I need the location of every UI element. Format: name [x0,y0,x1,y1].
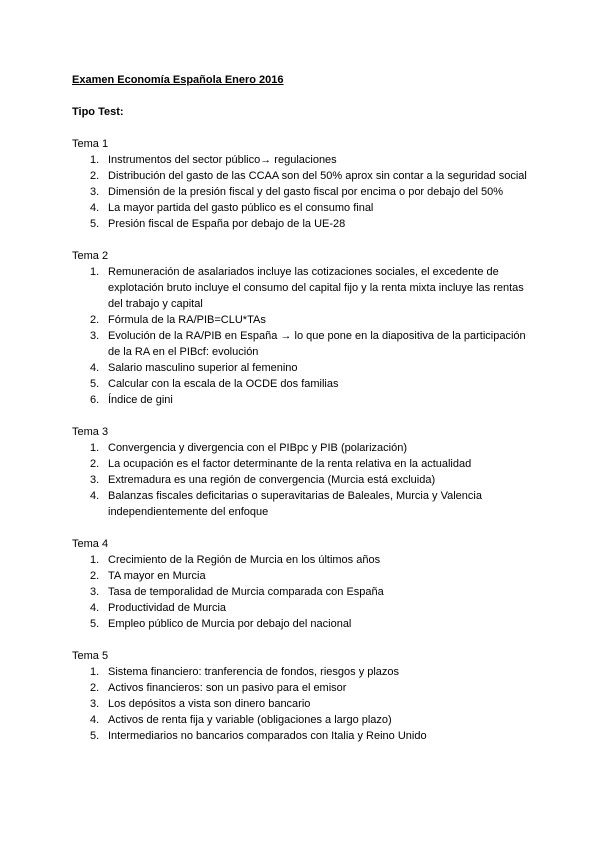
document-subtitle: Tipo Test: [72,106,124,118]
list-item-text: Crecimiento de la Región de Murcia en los últimos años [108,554,381,566]
list-item-number: 2. [90,458,100,470]
tema-question-list [72,664,528,744]
list-item-number: 5. [90,730,100,742]
list-item-text: Fórmula de la RA/PIB=CLU*TAs [108,314,266,326]
tema-question-list [72,152,528,232]
list-item-text: Los depósitos a vista son dinero bancario [108,698,311,710]
document-title: Examen Economía Española Enero 2016 [72,74,284,86]
list-item-text: Extremadura es una región de convergencia (Murcia está excluida) [108,474,436,486]
list-item-text: Instrumentos del sector público→ regulaciones [108,154,337,166]
list-item-number: 2. [90,682,100,694]
list-item-text: Remuneración de asalariados incluye las cotizaciones sociales, el excedente de explotación bruto incluye el consumo del capital fijo y la renta mixta incluye las rentas del trabajo y capital [108,266,524,310]
list-item-number: 4. [90,362,100,374]
list-item [72,696,528,712]
list-item-number: 2. [90,314,100,326]
list-item-number: 3. [90,330,100,342]
list-item-number: 3. [90,474,100,486]
list-item-text: Tasa de temporalidad de Murcia comparada con España [108,586,384,598]
list-item [72,184,528,200]
list-item [72,264,528,312]
list-item [72,616,528,632]
tema-section [72,536,528,632]
list-item [72,488,528,520]
list-item-text: Productividad de Murcia [108,602,227,614]
list-item [72,376,528,392]
tema-section [72,424,528,520]
list-item [72,440,528,456]
tema-question-list [72,264,528,408]
list-item-number: 3. [90,698,100,710]
list-item [72,680,528,696]
list-item [72,472,528,488]
list-item [72,664,528,680]
tema-section [72,136,528,232]
list-item [72,392,528,408]
list-item [72,360,528,376]
list-item-text: Activos financieros: son un pasivo para el emisor [108,682,347,694]
list-item-number: 1. [90,154,100,166]
list-item [72,728,528,744]
list-item-text: Salario masculino superior al femenino [108,362,298,374]
list-item [72,328,528,360]
list-item-text: Distribución del gasto de las CCAA son del 50% aprox sin contar a la seguridad social [108,170,527,182]
list-item [72,568,528,584]
list-item-number: 1. [90,554,100,566]
list-item-text: Evolución de la RA/PIB en España → lo que pone en la diapositiva de la participación de la RA en el PIBcf: evolución [108,330,526,358]
tema-section [72,648,528,744]
list-item [72,168,528,184]
list-item [72,600,528,616]
list-item-text: Balanzas fiscales deficitarias o superavitarias de Baleales, Murcia y Valencia independientemente del enfoque [108,490,482,518]
list-item-text: Presión fiscal de España por debajo de la UE-28 [108,218,346,230]
list-item-number: 1. [90,266,100,278]
list-item [72,216,528,232]
list-item [72,584,528,600]
list-item-text: TA mayor en Murcia [108,570,206,582]
document-page [72,72,528,744]
tema-heading: Tema 3 [72,426,109,438]
list-item-text: Dimensión de la presión fiscal y del gasto fiscal por encima o por debajo del 50% [108,186,503,198]
list-item [72,152,528,168]
tema-heading: Tema 2 [72,250,109,262]
list-item-number: 5. [90,618,100,630]
list-item-text: La ocupación es el factor determinante de la renta relativa en la actualidad [108,458,472,470]
list-item-text: Empleo público de Murcia por debajo del nacional [108,618,352,630]
list-item [72,312,528,328]
list-item [72,552,528,568]
list-item-text: Sistema financiero: tranferencia de fondos, riesgos y plazos [108,666,400,678]
list-item-number: 1. [90,666,100,678]
tema-section [72,248,528,408]
list-item-number: 4. [90,202,100,214]
list-item-text: Convergencia y divergencia con el PIBpc y PIB (polarización) [108,442,407,454]
tema-question-list [72,552,528,632]
list-item-number: 4. [90,490,100,502]
list-item-number: 1. [90,442,100,454]
list-item [72,456,528,472]
list-item-number: 2. [90,570,100,582]
list-item-number: 4. [90,602,100,614]
list-item-text: Activos de renta fija y variable (obligaciones a largo plazo) [108,714,392,726]
temas-container [72,136,528,744]
list-item-text: Calcular con la escala de la OCDE dos familias [108,378,339,390]
tema-heading: Tema 5 [72,650,109,662]
list-item [72,200,528,216]
list-item-number: 2. [90,170,100,182]
list-item-text: La mayor partida del gasto público es el consumo final [108,202,374,214]
list-item-number: 4. [90,714,100,726]
tema-heading: Tema 4 [72,538,109,550]
list-item-number: 3. [90,186,100,198]
list-item-text: Intermediarios no bancarios comparados con Italia y Reino Unido [108,730,427,742]
list-item-number: 3. [90,586,100,598]
list-item-number: 5. [90,378,100,390]
list-item-text: Índice de gini [108,394,173,406]
list-item-number: 5. [90,218,100,230]
tema-heading: Tema 1 [72,138,109,150]
list-item [72,712,528,728]
tema-question-list [72,440,528,520]
list-item-number: 6. [90,394,100,406]
